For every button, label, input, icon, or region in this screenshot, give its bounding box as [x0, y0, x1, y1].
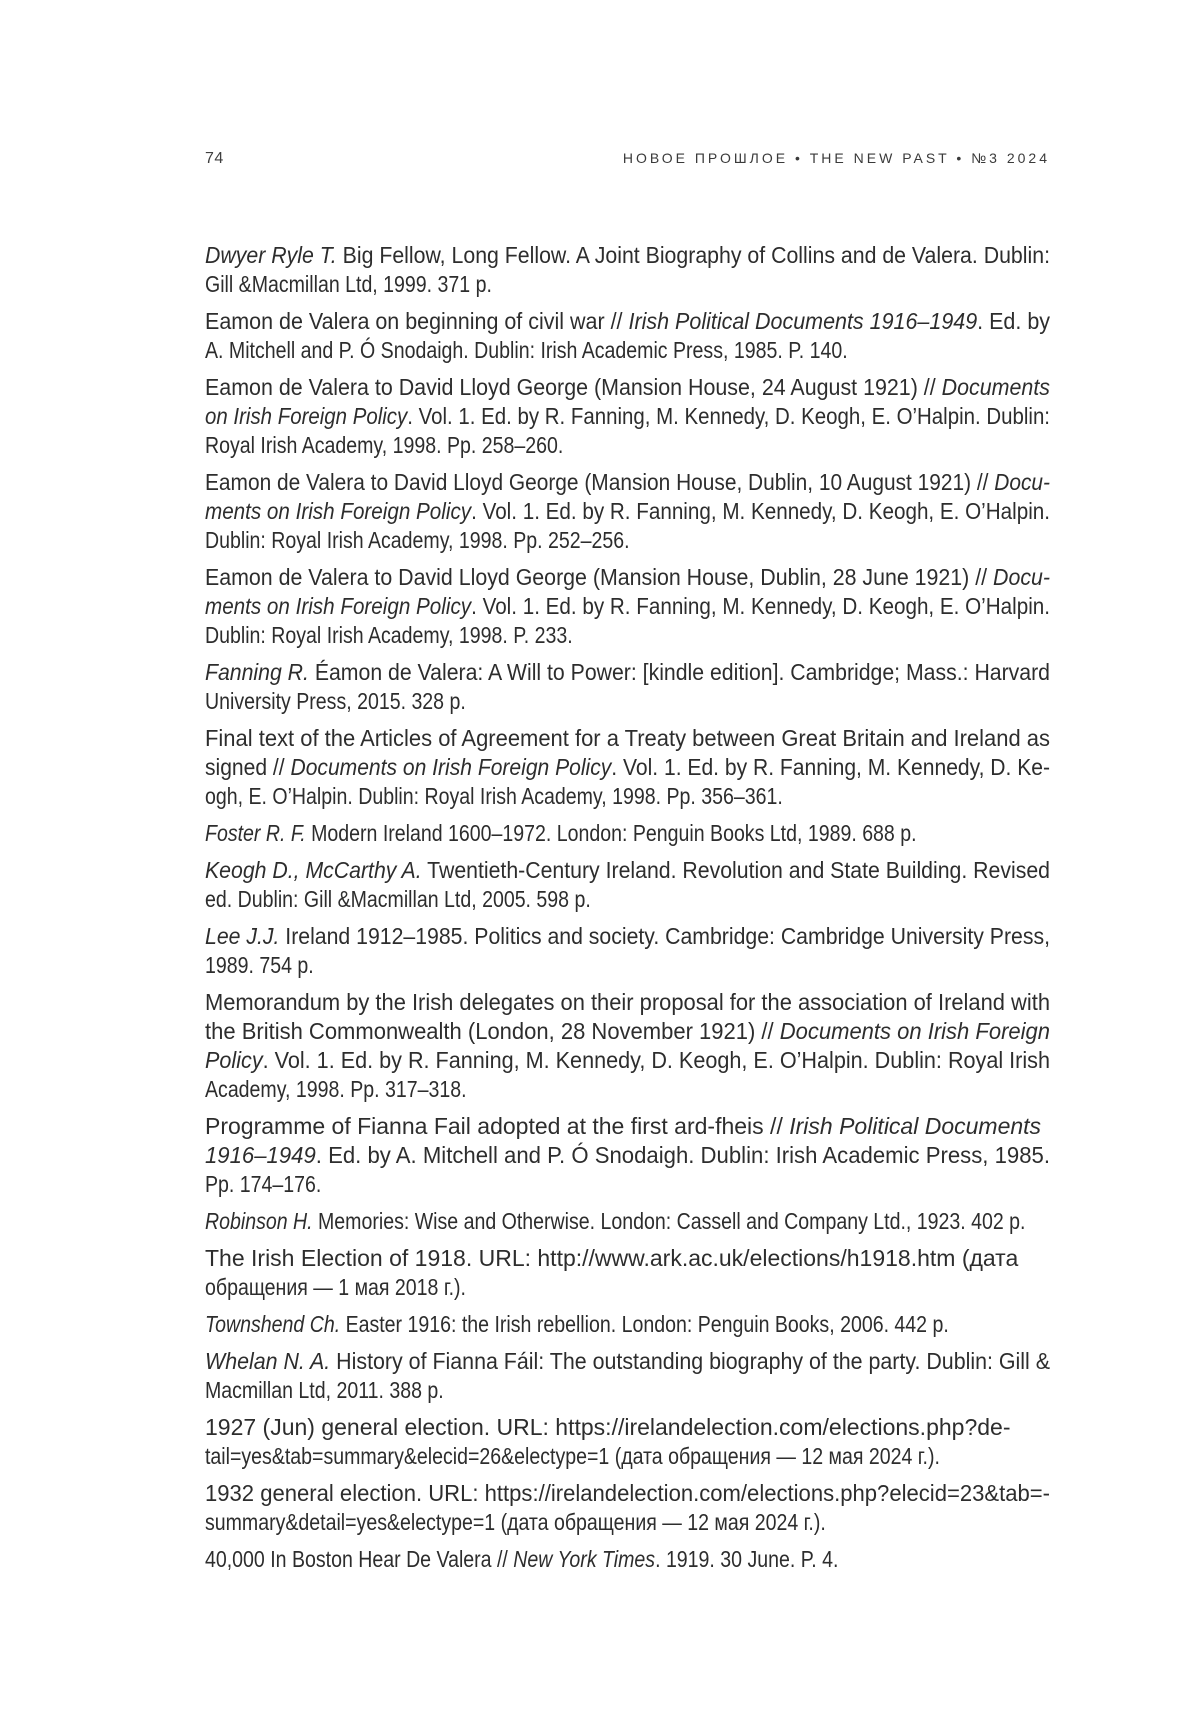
reference-text: History of Fianna Fáil: The outstanding biography of the party. Dublin: Gill &: [330, 1348, 1050, 1374]
reference-line: [205, 1046, 1050, 1075]
reference-entry: [205, 373, 1050, 460]
reference-text: 1989. 754 p.: [205, 952, 314, 978]
reference-entry: [205, 1112, 1050, 1199]
reference-entry: [205, 988, 1050, 1104]
reference-line: [205, 526, 1050, 555]
reference-text: 1932 general election. URL: https://irelandelection.com/elections.php?elecid=23&tab=-: [205, 1480, 1050, 1506]
reference-text: tail=yes&tab=summary&elecid=26&electype=1 (дата обращения — 12 мая 2024 г.).: [205, 1443, 940, 1469]
reference-text-italic: Whelan N. A.: [205, 1348, 331, 1374]
reference-text: University Press, 2015. 328 p.: [205, 688, 466, 714]
reference-text-italic: Policy: [205, 1047, 263, 1073]
reference-line: [205, 1112, 1050, 1141]
reference-line: [205, 951, 1050, 980]
reference-text-italic: Documents: [941, 374, 1050, 400]
reference-line: [205, 1017, 1050, 1046]
reference-text-italic: Robinson H.: [205, 1208, 313, 1234]
reference-entry: [205, 1310, 1050, 1339]
reference-line: [205, 1508, 1050, 1537]
reference-line: [205, 1479, 1050, 1508]
reference-text: Macmillan Ltd, 2011. 388 p.: [205, 1377, 444, 1403]
reference-text: Twentieth-Century Ireland. Revolution and State Building. Revised: [421, 857, 1050, 883]
reference-text: Éamon de Valera: A Will to Power: [kindle edition]. Cambridge; Mass.: Harvard: [308, 659, 1050, 685]
reference-line: [205, 782, 1050, 811]
reference-text-italic: Fanning R.: [205, 659, 309, 685]
reference-line: [205, 687, 1050, 716]
reference-text: Eamon de Valera to David Lloyd George (Mansion House, Dublin, 10 August 1921) //: [205, 469, 995, 495]
reference-text-italic: ments on Irish Foreign Policy: [205, 593, 472, 619]
reference-text: ed. Dublin: Gill &Macmillan Ltd, 2005. 598 p.: [205, 886, 591, 912]
reference-text: . Vol. 1. Ed. by R. Fanning, M. Kennedy, D. Keogh, E. O’Halpin. Dublin: Royal Irish: [262, 1047, 1050, 1073]
reference-line: [205, 468, 1050, 497]
reference-entry: [205, 1244, 1050, 1302]
reference-entry: [205, 468, 1050, 555]
reference-entry: [205, 1479, 1050, 1537]
reference-line: [205, 1075, 1050, 1104]
reference-line: [205, 1244, 1050, 1273]
reference-text-italic: ments on Irish Foreign Policy: [205, 498, 472, 524]
reference-line: [205, 753, 1050, 782]
reference-line: [205, 1141, 1050, 1170]
reference-text: Modern Ireland 1600–1972. London: Penguin Books Ltd, 1989. 688 p.: [305, 820, 917, 846]
reference-line: [205, 1545, 1050, 1574]
reference-line: [205, 402, 1050, 431]
reference-text: Eamon de Valera on beginning of civil war //: [205, 308, 629, 334]
reference-text: . 1919. 30 June. P. 4.: [655, 1546, 839, 1572]
reference-line: [205, 497, 1050, 526]
reference-text-italic: New York Times: [513, 1546, 656, 1572]
reference-text: . Ed. by: [977, 308, 1050, 334]
reference-text: Pp. 174–176.: [205, 1171, 322, 1197]
reference-entry: [205, 658, 1050, 716]
reference-text: . Vol. 1. Ed. by R. Fanning, M. Kennedy, D. Ke-: [611, 754, 1050, 780]
reference-list: [205, 241, 1050, 1582]
reference-line: [205, 1376, 1050, 1405]
reference-line: [205, 563, 1050, 592]
reference-line: [205, 373, 1050, 402]
reference-line: [205, 658, 1050, 687]
reference-text: Dublin: Royal Irish Academy, 1998. P. 233.: [205, 622, 573, 648]
reference-text: обращения — 1 мая 2018 г.).: [205, 1274, 466, 1300]
reference-line: [205, 922, 1050, 951]
reference-text: signed //: [205, 754, 291, 780]
reference-text-italic: Irish Political Documents: [789, 1113, 1042, 1139]
reference-entry: [205, 856, 1050, 914]
reference-text: 40,000 In Boston Hear De Valera //: [205, 1546, 514, 1572]
reference-entry: [205, 724, 1050, 811]
reference-text: Memories: Wise and Otherwise. London: Cassell and Company Ltd., 1923. 402 p.: [312, 1208, 1026, 1234]
reference-line: [205, 621, 1050, 650]
reference-text: Easter 1916: the Irish rebellion. London: Penguin Books, 2006. 442 p.: [340, 1311, 949, 1337]
reference-line: [205, 336, 1050, 365]
reference-line: [205, 885, 1050, 914]
reference-text-italic: Keogh D., McCarthy A.: [205, 857, 422, 883]
reference-text: Dublin: Royal Irish Academy, 1998. Pp. 252–256.: [205, 527, 630, 553]
reference-entry: [205, 1347, 1050, 1405]
reference-text-italic: on Irish Foreign Policy: [205, 403, 408, 429]
reference-line: [205, 988, 1050, 1017]
reference-text-italic: Documents on Irish Foreign Policy: [290, 754, 612, 780]
reference-text: 1927 (Jun) general election. URL: https://irelandelection.com/elections.php?de-: [205, 1414, 1011, 1440]
reference-entry: [205, 1207, 1050, 1236]
reference-text: Eamon de Valera to David Lloyd George (Mansion House, Dublin, 28 June 1921) //: [205, 564, 994, 590]
reference-line: [205, 1347, 1050, 1376]
reference-line: [205, 270, 1050, 299]
reference-line: [205, 819, 1050, 848]
reference-text: Ireland 1912–1985. Politics and society. Cambridge: Cambridge University Press,: [279, 923, 1050, 949]
reference-text: . Vol. 1. Ed. by R. Fanning, M. Kennedy, D. Keogh, E. O’Halpin.: [471, 498, 1050, 524]
reference-entry: [205, 307, 1050, 365]
reference-text: Programme of Fianna Fail adopted at the first ard-fheis //: [205, 1113, 790, 1139]
reference-text-italic: Townshend Ch.: [205, 1311, 341, 1337]
reference-text-italic: 1916–1949: [205, 1142, 316, 1168]
reference-text: Memorandum by the Irish delegates on their proposal for the association of Ireland with: [205, 989, 1050, 1015]
reference-text-italic: Docu-: [993, 564, 1050, 590]
reference-line: [205, 431, 1050, 460]
reference-text-italic: Documents on Irish Foreign: [779, 1018, 1050, 1044]
reference-text: Gill &Macmillan Ltd, 1999. 371 p.: [205, 271, 492, 297]
reference-text: . Vol. 1. Ed. by R. Fanning, M. Kennedy, D. Keogh, E. O’Halpin. Dublin:: [407, 403, 1050, 429]
reference-text: . Ed. by A. Mitchell and P. Ó Snodaigh. Dublin: Irish Academic Press, 1985.: [315, 1142, 1050, 1168]
reference-entry: [205, 563, 1050, 650]
reference-line: [205, 592, 1050, 621]
reference-line: [205, 241, 1050, 270]
reference-text-italic: Irish Political Documents 1916–1949: [628, 308, 978, 334]
page-number: 74: [205, 150, 224, 167]
reference-text: Eamon de Valera to David Lloyd George (Mansion House, 24 August 1921) //: [205, 374, 942, 400]
reference-text: A. Mitchell and P. Ó Snodaigh. Dublin: Irish Academic Press, 1985. P. 140.: [205, 337, 848, 363]
reference-entry: [205, 819, 1050, 848]
reference-entry: [205, 1545, 1050, 1574]
reference-line: [205, 1413, 1050, 1442]
reference-text: ogh, E. O’Halpin. Dublin: Royal Irish Academy, 1998. Pp. 356–361.: [205, 783, 783, 809]
journal-running-title: НОВОЕ ПРОШЛОЕ • THE NEW PAST • №3 2024: [622, 150, 1050, 166]
reference-line: [205, 856, 1050, 885]
reference-text-italic: Lee J.J.: [205, 923, 280, 949]
reference-text: summary&detail=yes&electype=1 (дата обращения — 12 мая 2024 г.).: [205, 1509, 826, 1535]
reference-line: [205, 1170, 1050, 1199]
page-header: [205, 150, 1050, 168]
reference-text: the British Commonwealth (London, 28 November 1921) //: [205, 1018, 780, 1044]
reference-text-italic: Docu-: [994, 469, 1050, 495]
reference-text: Royal Irish Academy, 1998. Pp. 258–260.: [205, 432, 564, 458]
reference-line: [205, 1207, 1050, 1236]
reference-line: [205, 724, 1050, 753]
reference-line: [205, 307, 1050, 336]
reference-entry: [205, 922, 1050, 980]
reference-line: [205, 1273, 1050, 1302]
reference-entry: [205, 1413, 1050, 1471]
reference-text: Big Fellow, Long Fellow. A Joint Biography of Collins and de Valera. Dublin:: [336, 242, 1050, 268]
reference-line: [205, 1310, 1050, 1339]
reference-text: Final text of the Articles of Agreement for a Treaty between Great Britain and Ireland as: [205, 725, 1050, 751]
reference-text-italic: Foster R. F.: [205, 820, 306, 846]
reference-text: The Irish Election of 1918. URL: http://www.ark.ac.uk/elections/h1918.htm (дата: [205, 1245, 1019, 1271]
reference-entry: [205, 241, 1050, 299]
reference-text: . Vol. 1. Ed. by R. Fanning, M. Kennedy, D. Keogh, E. O’Halpin.: [471, 593, 1050, 619]
reference-line: [205, 1442, 1050, 1471]
reference-text-italic: Dwyer Ryle T.: [205, 242, 337, 268]
reference-text: Academy, 1998. Pp. 317–318.: [205, 1076, 467, 1102]
